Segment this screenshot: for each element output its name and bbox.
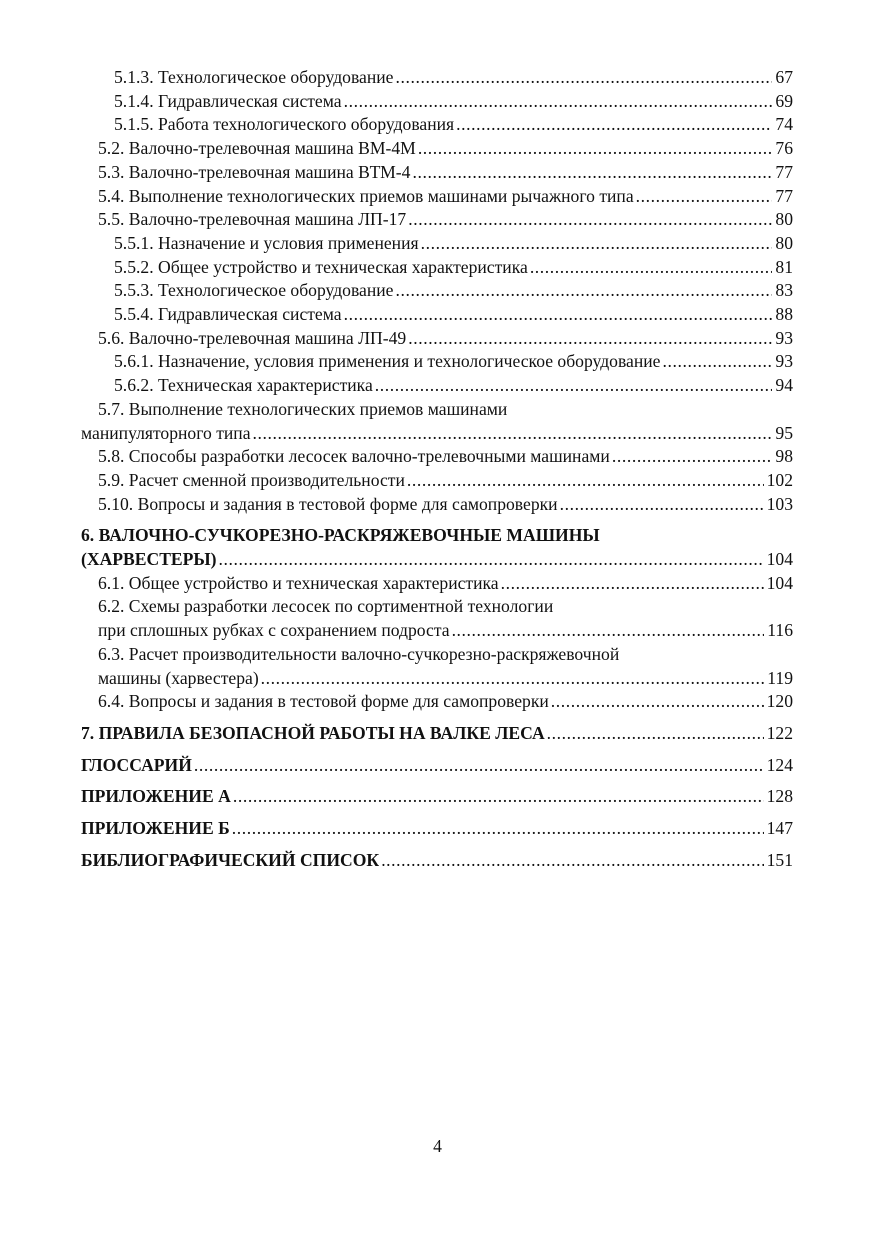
toc-entry-page: 81: [775, 256, 793, 277]
toc-entry-title: 5.6.2. Техническая характеристика: [114, 375, 373, 396]
toc-entry-title: 6.4. Вопросы и задания в тестовой форме для самопроверки: [98, 691, 549, 712]
toc-entry-title: 5.5.4. Гидравлическая система: [114, 304, 342, 325]
toc-entry-title: машины (харвестера): [98, 667, 259, 688]
toc-entry-page: 69: [775, 90, 793, 111]
toc-entry-title: 5.2. Валочно-трелевочная машина ВМ-4М: [98, 138, 416, 159]
toc-entry-5-10[interactable]: [81, 493, 793, 517]
toc-entry-title: 5.4. Выполнение технологических приемов машинами рычажного типа: [98, 185, 634, 206]
dot-leader: [219, 548, 764, 572]
page-number: 4: [433, 1136, 442, 1156]
dot-leader: [452, 619, 765, 643]
dot-leader: [663, 350, 773, 374]
toc-entry-5-4[interactable]: [81, 185, 793, 209]
toc-entry-page: 67: [775, 67, 793, 87]
toc-entry-page: 124: [766, 754, 793, 775]
toc-chapter-7[interactable]: [81, 722, 793, 746]
dot-leader: [501, 572, 764, 596]
dot-leader: [612, 445, 773, 469]
toc-entry-5-8[interactable]: [81, 445, 793, 469]
dot-leader: [344, 303, 773, 327]
toc-entry-page: 116: [767, 620, 793, 641]
dot-leader: [530, 256, 773, 280]
toc-chapter-6-line1[interactable]: 6. ВАЛОЧНО-СУЧКОРЕЗНО-РАСКРЯЖЕВОЧНЫЕ МАШИНЫ: [81, 525, 600, 546]
toc-entry-page: 76: [775, 138, 793, 159]
toc-entry-6-3[interactable]: [81, 667, 793, 691]
toc-entry-title: 5.9. Расчет сменной производительности: [98, 469, 405, 490]
toc-entry-page: 80: [775, 209, 793, 230]
dot-leader: [407, 469, 764, 493]
toc-entry-title: 5.1.3. Технологическое оборудование: [114, 67, 394, 87]
dot-leader: [456, 113, 772, 137]
toc-chapter-6[interactable]: [81, 548, 793, 572]
toc-entry-5-1-5[interactable]: [81, 113, 793, 137]
toc-entry-page: 120: [766, 691, 793, 712]
dot-leader: [408, 208, 772, 232]
table-of-contents: [81, 66, 793, 873]
dot-leader: [547, 722, 764, 746]
toc-entry-title: при сплошных рубках с сохранением подроста: [98, 620, 450, 641]
toc-entry-title: 5.6. Валочно-трелевочная машина ЛП-49: [98, 327, 407, 348]
toc-entry-title: 5.5. Валочно-трелевочная машина ЛП-17: [98, 209, 407, 230]
toc-entry-6-1[interactable]: [81, 572, 793, 596]
toc-entry-page: 103: [766, 493, 793, 514]
toc-entry-page: 122: [766, 722, 793, 743]
toc-entry-5-6-2[interactable]: [81, 374, 793, 398]
toc-entry-title: 5.1.4. Гидравлическая система: [114, 90, 342, 111]
toc-entry-5-5-3[interactable]: [81, 279, 793, 303]
toc-entry-title: манипуляторного типа: [81, 422, 251, 443]
toc-entry-5-5[interactable]: [81, 208, 793, 232]
dot-leader: [381, 849, 763, 873]
toc-entry-5-5-4[interactable]: [81, 303, 793, 327]
dot-leader: [194, 754, 764, 778]
toc-entry-page: 151: [766, 849, 793, 870]
toc-entry-title: ГЛОССАРИЙ: [81, 754, 192, 775]
toc-entry-title: ПРИЛОЖЕНИЕ А: [81, 786, 231, 807]
toc-entry-page: 80: [775, 232, 793, 253]
dot-leader: [232, 817, 764, 841]
toc-entry-5-5-1[interactable]: [81, 232, 793, 256]
dot-leader: [375, 374, 773, 398]
toc-entry-page: 128: [766, 786, 793, 807]
toc-entry-page: 93: [775, 351, 793, 372]
toc-entry-5-1-3[interactable]: [81, 66, 793, 90]
toc-entry-title: 5.5.1. Назначение и условия применения: [114, 232, 419, 253]
toc-entry-page: 147: [766, 818, 793, 839]
toc-entry-6-4[interactable]: [81, 690, 793, 714]
dot-leader: [636, 185, 773, 209]
toc-entry-5-6-1[interactable]: [81, 350, 793, 374]
toc-entry-page: 119: [767, 667, 793, 688]
toc-entry-5-1-4[interactable]: [81, 90, 793, 114]
toc-entry-6-2[interactable]: [81, 619, 793, 643]
toc-entry-title: 6.1. Общее устройство и техническая характеристика: [98, 572, 499, 593]
toc-entry-5-7[interactable]: [81, 422, 793, 446]
toc-entry-6-2-line1[interactable]: 6.2. Схемы разработки лесосек по сортиментной технологии: [98, 596, 554, 617]
dot-leader: [551, 690, 764, 714]
toc-entry-page: 77: [775, 161, 793, 182]
toc-entry-title: 5.3. Валочно-трелевочная машина ВТМ-4: [98, 161, 411, 182]
dot-leader: [253, 422, 773, 446]
dot-leader: [421, 232, 773, 256]
toc-entry-page: 88: [775, 304, 793, 325]
toc-entry-page: 104: [766, 572, 793, 593]
toc-entry-title: 5.6.1. Назначение, условия применения и технологическое оборудование: [114, 351, 661, 372]
toc-entry-title: 5.10. Вопросы и задания в тестовой форме для самопроверки: [98, 493, 558, 514]
toc-entry-6-3-line1[interactable]: 6.3. Расчет производительности валочно-сучкорезно-раскряжевочной: [98, 643, 620, 664]
dot-leader: [418, 137, 773, 161]
toc-entry-page: 83: [775, 280, 793, 301]
dot-leader: [344, 90, 773, 114]
dot-leader: [395, 66, 772, 90]
toc-entry-title: 5.5.3. Технологическое оборудование: [114, 280, 394, 301]
toc-entry-5-5-2[interactable]: [81, 256, 793, 280]
toc-entry-title: 7. ПРАВИЛА БЕЗОПАСНОЙ РАБОТЫ НА ВАЛКЕ ЛЕСА: [81, 722, 545, 743]
toc-entry-page: 77: [775, 185, 793, 206]
toc-entry-5-7-line1[interactable]: 5.7. Выполнение технологических приемов машинами: [98, 398, 508, 419]
dot-leader: [261, 667, 765, 691]
toc-entry-page: 95: [775, 422, 793, 443]
dot-leader: [408, 327, 772, 351]
toc-entry-page: 102: [766, 469, 793, 490]
toc-entry-title: 5.1.5. Работа технологического оборудования: [114, 114, 455, 135]
toc-entry-title: 5.8. Способы разработки лесосек валочно-трелевочными машинами: [98, 446, 610, 467]
dot-leader: [395, 279, 772, 303]
toc-bibliography[interactable]: [81, 849, 793, 873]
toc-glossary[interactable]: [81, 754, 793, 778]
toc-appendix-b[interactable]: [81, 817, 793, 841]
toc-entry-title: БИБЛИОГРАФИЧЕСКИЙ СПИСОК: [81, 849, 380, 870]
toc-entry-5-9[interactable]: [81, 469, 793, 493]
toc-entry-page: 98: [775, 446, 793, 467]
toc-entry-title: 5.5.2. Общее устройство и техническая характеристика: [114, 256, 528, 277]
toc-entry-5-2[interactable]: [81, 137, 793, 161]
dot-leader: [560, 493, 764, 517]
toc-entry-page: 94: [775, 375, 793, 396]
toc-entry-page: 93: [775, 327, 793, 348]
dot-leader: [233, 785, 764, 809]
toc-entry-page: 104: [766, 549, 793, 570]
dot-leader: [412, 161, 772, 185]
toc-entry-5-6[interactable]: [81, 327, 793, 351]
toc-entry-page: 74: [775, 114, 793, 135]
toc-entry-5-3[interactable]: [81, 161, 793, 185]
toc-entry-title: ПРИЛОЖЕНИЕ Б: [81, 818, 230, 839]
toc-appendix-a[interactable]: [81, 785, 793, 809]
toc-entry-title: (ХАРВЕСТЕРЫ): [81, 549, 217, 570]
